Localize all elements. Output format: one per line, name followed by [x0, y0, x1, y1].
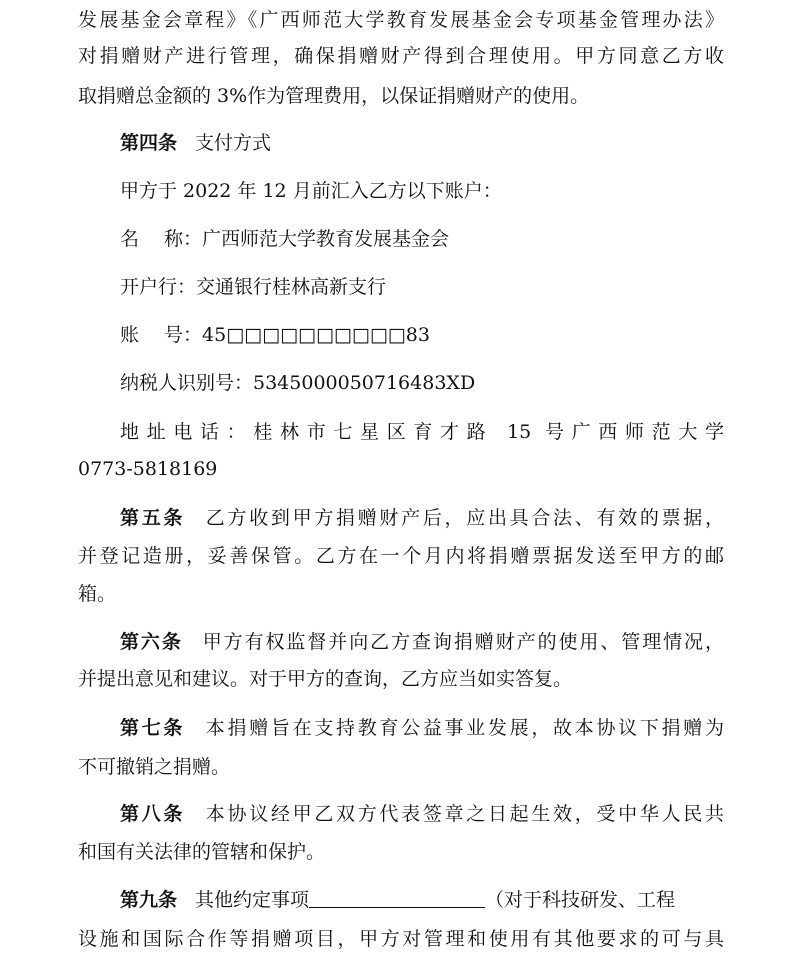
bank-row: 开户行：交通银行桂林高新支行 [120, 276, 387, 298]
body-line: 设施和国际合作等捐赠项目，甲方对管理和使用有其他要求的可与具 [78, 928, 724, 950]
article-title: 支付方式 [195, 132, 272, 154]
article-9-line [120, 888, 724, 912]
body-line: 并提出意见和建议。对于甲方的查询，乙方应当如实答复。 [78, 668, 573, 690]
article-text: 其他约定事项 [195, 889, 310, 911]
tax-id-row: 纳税人识别号：5345000050716483XD [120, 372, 476, 394]
article-heading: 第六条 [120, 631, 183, 653]
address-row: 地址电话：桂林市七星区育才路 15 号广西师范大学 [120, 421, 724, 443]
body-line: 并登记造册，妥善保管。乙方在一个月内将捐赠票据发送至甲方的邮 [78, 545, 724, 567]
payment-intro: 甲方于 2022 年 12 月前汇入乙方以下账户： [120, 180, 502, 202]
article-heading: 第四条 [120, 132, 178, 154]
fill-in-blank [309, 889, 485, 908]
article-heading: 第八条 [120, 803, 186, 825]
body-line: 不可撤销之捐赠。 [78, 756, 231, 778]
article-heading: 第五条 [120, 507, 186, 529]
article-text: 本协议经甲乙双方代表签章之日起生效，受中华人民共 [203, 803, 724, 825]
article-text: （对于科技研发、工程 [485, 889, 676, 911]
article-7-line [120, 716, 724, 740]
article-text: 本捐赠旨在支持教育公益事业发展，故本协议下捐赠为 [203, 717, 724, 739]
article-heading: 第九条 [120, 889, 178, 911]
account-name-row: 名 称：广西师范大学教育发展基金会 [120, 228, 450, 250]
article-6-line [120, 630, 724, 654]
body-line: 取捐赠总金额的 3%作为管理费用，以保证捐赠财产的使用。 [78, 85, 590, 107]
phone-row: 0773-5818169 [78, 458, 218, 480]
account-number-row: 账 号：45□□□□□□□□□□83 [120, 324, 430, 346]
article-text: 甲方有权监督并向乙方查询捐赠财产的使用、管理情况， [200, 631, 724, 653]
body-line: 箱。 [78, 583, 117, 605]
article-8-line [120, 802, 724, 826]
article-text: 乙方收到甲方捐赠财产后，应出具合法、有效的票据， [203, 507, 724, 529]
body-line: 对捐赠财产进行管理，确保捐赠财产得到合理使用。甲方同意乙方收 [78, 45, 724, 67]
article-4-title-line [120, 131, 724, 155]
body-line: 发展基金会章程》《广西师范大学教育发展基金会专项基金管理办法》 [78, 9, 724, 31]
article-5-line [120, 506, 724, 530]
article-heading: 第七条 [120, 717, 186, 739]
body-line: 和国有关法律的管辖和保护。 [78, 841, 326, 863]
